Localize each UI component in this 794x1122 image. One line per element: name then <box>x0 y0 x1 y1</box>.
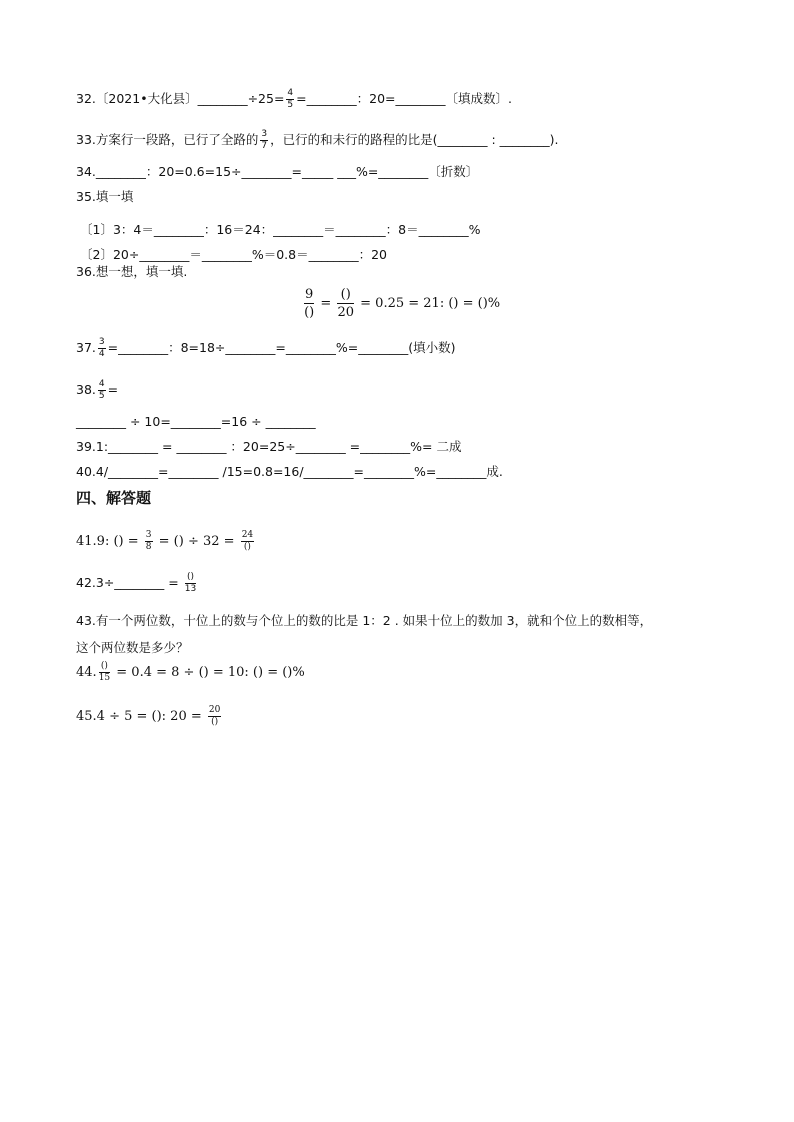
question-43-line-1: 43.有一个两位数，十位上的数与个位上的数的比是 1：2 . 如果十位上的数加 3，就和个位上的数相等， <box>76 613 653 628</box>
q32-frac-num: 4 <box>287 88 294 98</box>
q44-text: = 0.4 = 8 ÷ () = 10: () = ()% <box>116 665 305 680</box>
q32-text-b: =________：20=________〔填成数〕. <box>296 91 512 106</box>
q38-number: 38. <box>76 382 96 397</box>
q32-fraction <box>286 89 294 110</box>
question-36-title: 36.想一想，填一填. <box>76 264 188 279</box>
q37-text: =________：8=18÷________=________%=________(填小数) <box>107 340 456 355</box>
q33-fraction <box>260 130 268 151</box>
q37-number: 37. <box>76 340 96 355</box>
question-33 <box>76 130 559 151</box>
q41-frac2-num: 24 <box>241 530 254 540</box>
q44-number: 44. <box>76 665 97 680</box>
q36-frac2-den: 20 <box>337 305 355 320</box>
q36-frac2-num: () <box>337 288 354 304</box>
question-36-equation <box>302 284 500 324</box>
question-35-title: 35.填一填 <box>76 189 134 204</box>
q36-rest: = 0.25 = 21: () = ()% <box>360 296 501 311</box>
question-44 <box>76 662 305 683</box>
q42-frac-den: 13 <box>184 584 197 594</box>
q38-frac-den: 5 <box>98 391 105 401</box>
q41-text-b: = () ÷ 32 = <box>158 534 235 549</box>
question-35-part-1: 〔1〕3：4＝________：16＝24：________＝________：8＝________% <box>80 222 481 237</box>
question-43-line-2: 这个两位数是多少？ <box>76 640 189 655</box>
question-37 <box>76 338 455 359</box>
question-41 <box>76 531 256 552</box>
q41-fraction-2 <box>241 531 254 552</box>
q44-frac-den: 15 <box>98 673 111 683</box>
q45-frac-num: 20 <box>208 705 221 715</box>
question-38-line-2: ________ ÷ 10=________=16 ÷ ________ <box>76 414 316 429</box>
q41-fraction-1 <box>145 531 153 552</box>
q45-fraction <box>208 706 221 727</box>
q41-text-a: 41.9: () = <box>76 534 139 549</box>
q36-fraction-2 <box>337 288 354 319</box>
question-34: 34.________：20=0.6=15÷________=_____ ___%=________〔折数〕 <box>76 164 479 179</box>
q41-frac2-den: () <box>243 542 251 552</box>
q32-text-a: 32.〔2021•大化县〕________÷25= <box>76 91 285 106</box>
q33-frac-num: 3 <box>261 129 268 139</box>
q33-text-b: ，已行的和未行的路程的比是(________ : ________). <box>270 132 559 147</box>
q37-fraction <box>98 338 106 359</box>
q36-frac1-num: 9 <box>305 287 314 302</box>
q32-frac-den: 5 <box>287 100 294 110</box>
q42-fraction <box>185 573 196 594</box>
question-38 <box>76 380 118 401</box>
q41-frac1-den: 8 <box>145 542 152 552</box>
q37-frac-den: 4 <box>98 349 105 359</box>
q36-fraction-1 <box>304 288 314 319</box>
q41-frac1-num: 3 <box>145 530 152 540</box>
q36-equals: = <box>320 296 332 311</box>
question-35-part-2: 〔2〕20÷________＝________%＝0.8＝________：20 <box>80 247 387 262</box>
q42-frac-num: () <box>185 573 196 584</box>
question-39: 39.1:________ = ________ ：20=25÷________ =________%= 二成 <box>76 439 462 454</box>
q44-frac-num: () <box>99 662 110 673</box>
section-4-heading: 四、解答题 <box>76 489 152 507</box>
q45-text: 45.4 ÷ 5 = (): 20 = <box>76 709 202 724</box>
q42-text: 42.3÷________ = <box>76 575 179 590</box>
q38-frac-num: 4 <box>98 379 105 389</box>
q33-frac-den: 7 <box>261 141 268 151</box>
question-40: 40.4/________=________ /15=0.8=16/________=________%=________成. <box>76 464 503 479</box>
q44-fraction <box>99 662 110 683</box>
question-42 <box>76 573 198 594</box>
q45-frac-den: () <box>211 717 219 727</box>
q33-text-a: 33.方案行一段路，已行了全路的 <box>76 132 259 147</box>
q38-fraction <box>98 380 106 401</box>
question-32 <box>76 89 512 110</box>
q38-equals: = <box>107 382 119 397</box>
q37-frac-num: 3 <box>98 337 105 347</box>
q36-frac1-den: () <box>304 305 315 320</box>
question-45 <box>76 706 223 727</box>
